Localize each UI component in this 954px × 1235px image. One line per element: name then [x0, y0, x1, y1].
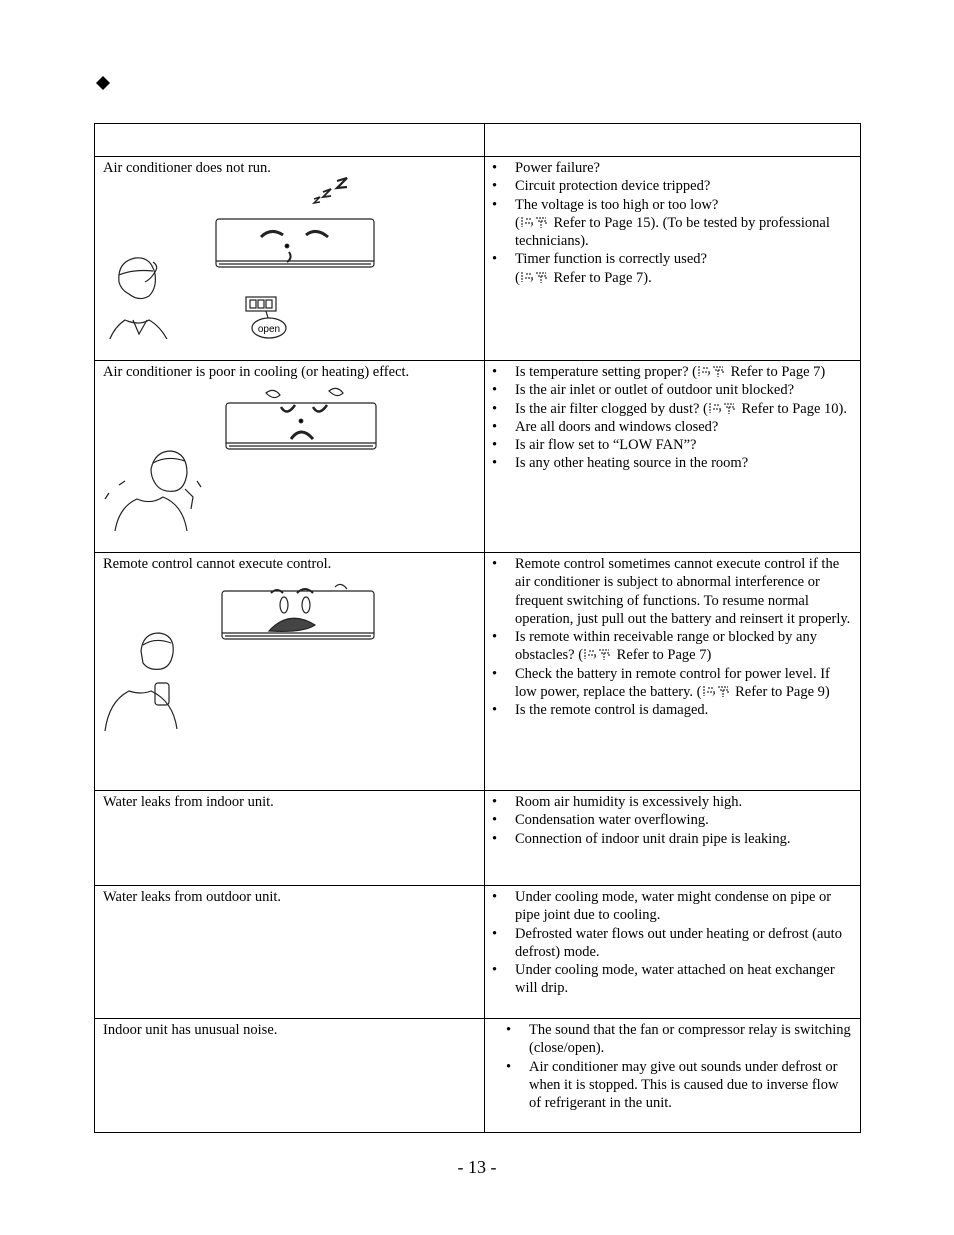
list-item: • Condensation water overflowing. [515, 811, 854, 829]
cause-list [485, 791, 860, 848]
symptom-text: Indoor unit has unusual noise. [103, 1022, 278, 1038]
list-item: • Remote control sometimes cannot execute control if the air conditioner is subject to abnormal interference or frequent switching of functions. To resume normal operation, just pull out the battery and reinsert it properly. [515, 555, 854, 628]
troubleshooting-table [94, 123, 861, 1133]
list-item: • Is remote within receivable range or blocked by any obstacles? ( Refer to Page 7) [515, 628, 854, 665]
list-item: • Are all doors and windows closed? [515, 418, 854, 436]
reference-arrow-icon [708, 401, 738, 415]
table-row [95, 1019, 861, 1133]
list-item: • Power failure? [515, 159, 854, 177]
sad-ac-illustration [101, 381, 391, 531]
table-row [95, 157, 861, 361]
table-row [95, 791, 861, 886]
cause-list [485, 553, 860, 720]
list-item: • The voltage is too high or too low? ( Refer to Page 15). (To be tested by professional technicians). [515, 196, 854, 251]
cause-list [485, 1019, 860, 1112]
table-row [95, 361, 861, 553]
diamond-bullet-icon [96, 76, 110, 90]
list-item: • Connection of indoor unit drain pipe is leaking. [515, 830, 854, 848]
list-item: • Defrosted water flows out under heating or defrost (auto defrost) mode. [515, 925, 854, 962]
list-item: • Timer function is correctly used? ( Refer to Page 7). [515, 250, 854, 287]
reference-arrow-icon [520, 215, 550, 229]
header-cell-causes [485, 124, 861, 157]
page-number: - 13 - [457, 1157, 497, 1177]
list-item: • Is air flow set to “LOW FAN”? [515, 436, 854, 454]
list-item: • Under cooling mode, water attached on heat exchanger will drip. [515, 961, 854, 998]
cause-list [485, 157, 860, 287]
symptom-text: Water leaks from outdoor unit. [103, 889, 282, 905]
open-badge-text: open [257, 324, 281, 335]
list-item: • Is the remote control is damaged. [515, 701, 854, 719]
list-item: • Check the battery in remote control for power level. If low power, replace the battery. ( Refer to Page 9) [515, 665, 854, 702]
symptom-text: Air conditioner is poor in cooling (or heating) effect. [103, 364, 410, 380]
table-row [95, 553, 861, 791]
list-item: • Is any other heating source in the room? [515, 454, 854, 472]
symptom-text: Remote control cannot execute control. [103, 556, 332, 572]
reference-arrow-icon [520, 270, 550, 284]
list-item: • The sound that the fan or compressor relay is switching (close/open). [529, 1021, 854, 1058]
cause-list [485, 361, 860, 473]
table-row [95, 886, 861, 1019]
list-item: • Is temperature setting proper? ( Refer to Page 7) [515, 363, 854, 381]
header-cell-symptom [95, 124, 485, 157]
reference-arrow-icon [697, 364, 727, 378]
table-header-row [95, 124, 861, 157]
reference-arrow-icon [702, 684, 732, 698]
reference-arrow-icon [583, 647, 613, 661]
list-item: • Is the air inlet or outlet of outdoor unit blocked? [515, 381, 854, 399]
cause-list [485, 886, 860, 998]
list-item: • Circuit protection device tripped? [515, 177, 854, 195]
symptom-text: Air conditioner does not run. [103, 160, 271, 176]
sleeping-ac-illustration [101, 177, 391, 339]
list-item: • Air conditioner may give out sounds under defrost or when it is stopped. This is caused due to inverse flow of refrigerant in the unit. [529, 1058, 854, 1113]
covered-ac-illustration [101, 573, 391, 731]
symptom-text: Water leaks from indoor unit. [103, 794, 274, 810]
list-item: • Under cooling mode, water might condense on pipe or pipe joint due to cooling. [515, 888, 854, 925]
list-item: • Is the air filter clogged by dust? ( Refer to Page 10). [515, 400, 854, 418]
list-item: • Room air humidity is excessively high. [515, 793, 854, 811]
